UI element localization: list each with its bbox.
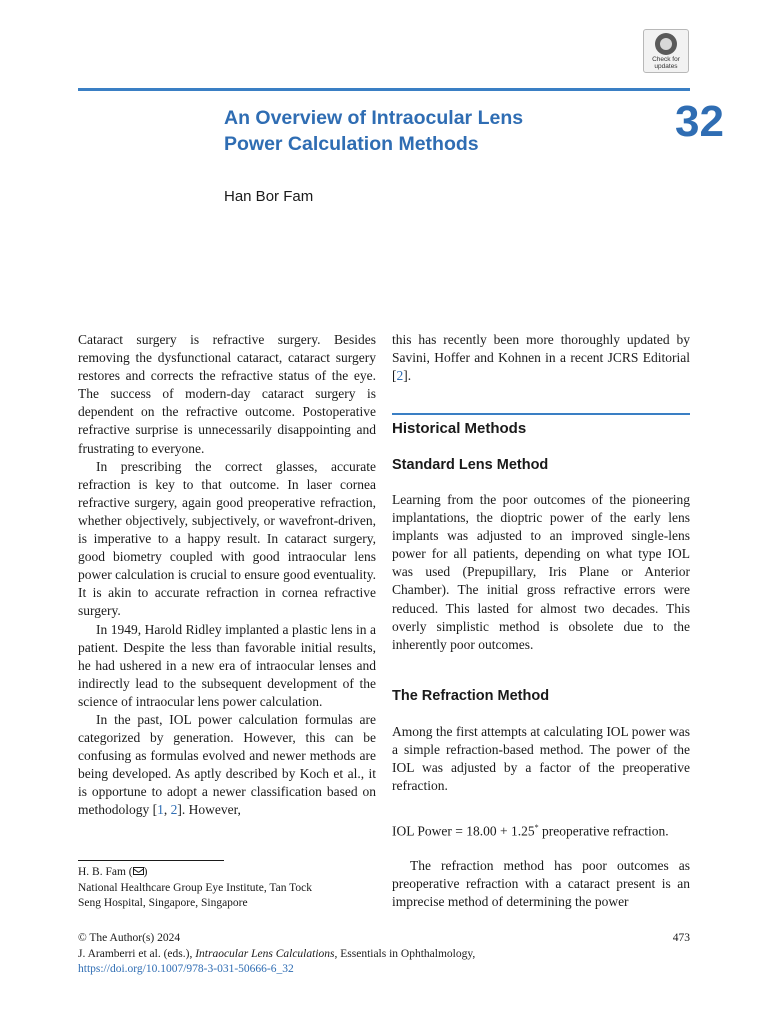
chapter-number: 32 bbox=[675, 97, 724, 146]
header-rule bbox=[78, 88, 690, 91]
footnote-rule bbox=[78, 860, 224, 861]
copyright-line: © The Author(s) 2024 bbox=[78, 932, 181, 944]
subheading-standard-lens: Standard Lens Method bbox=[392, 457, 549, 473]
paragraph-intro: Cataract surgery is refractive surgery. Besides removing the dysfunctional cataract, cataract surgery restores and corrects the refractive status of the eye. The success of modern-day cataract surgery is dependent on the refractive outcome. Postoperative refractive surprise is unnecessarily disappointing and frustrating to everyone. bbox=[78, 332, 376, 456]
doi-link[interactable]: https://doi.org/10.1007/978-3-031-50666-6_32 bbox=[78, 963, 294, 975]
author-footnote: H. B. Fam ( ) National Healthcare Group Eye Institute, Tan Tock Seng Hospital, Singapore, Singapore bbox=[78, 866, 312, 909]
author-name: Han Bor Fam bbox=[224, 188, 314, 205]
citation-link-2[interactable]: 2 bbox=[170, 802, 178, 818]
paragraph-ridley: In 1949, Harold Ridley implanted a plastic lens in a patient. Despite the less than favorable initial results, he had ushered in a new era of intraocular lenses and indirectly lead to the subsequent development of the science of intraocular lens power calculation. bbox=[78, 621, 376, 709]
chapter-title: An Overview of Intraocular Lens Power Calculation Methods bbox=[224, 107, 524, 155]
paragraph-refraction-method: Among the first attempts at calculating IOL power was a simple refraction-based method. The power of the IOL was adjusted by a factor of the preoperative refraction. bbox=[392, 724, 690, 794]
citation-line: J. Aramberri et al. (eds.), Intraocular Lens Calculations, Essentials in Ophthalmology, bbox=[78, 947, 476, 960]
paragraph-classification: In the past, IOL power calculation formulas are categorized by generation. However, this can be confusing as formulas evolved and newer methods are being developed. As aptly described by Koch et al., it is opportune to adopt a newer classification based on methodology [1, 2]. However, bbox=[78, 711, 376, 818]
crossmark-icon bbox=[655, 33, 677, 55]
badge-label: Check for updates bbox=[652, 56, 680, 70]
citation-link-2b[interactable]: 2 bbox=[396, 368, 404, 384]
left-column bbox=[78, 331, 376, 820]
paragraph-refraction: In prescribing the correct glasses, accurate refraction is key to that outcome. In laser cornea refractive surgery, again good preoperative refraction, whether objectively, subjectively, or wavefront-driven, is imperative to a happy result. In cataract surgery, good biometry coupled with good intraocular lens power calculation is crucial to ensure good eventuality. It is akin to accurate refraction in cornea refractive surgery. bbox=[78, 458, 376, 619]
paragraph-continuation: this has recently been more thoroughly updated by Savini, Hoffer and Kohnen in a recent JCRS Editorial [2]. bbox=[392, 332, 690, 384]
subheading-refraction-method: The Refraction Method bbox=[392, 688, 550, 704]
envelope-icon[interactable] bbox=[133, 867, 144, 875]
paragraph-refraction-outcomes: The refraction method has poor outcomes as preoperative refraction with a cataract present is an imprecise method of determining the power bbox=[392, 858, 690, 910]
check-for-updates-badge[interactable] bbox=[643, 29, 689, 73]
page-number: 473 bbox=[672, 932, 690, 944]
right-column-continuation bbox=[392, 331, 690, 385]
page-footer bbox=[78, 931, 690, 978]
paragraph-standard-lens: Learning from the poor outcomes of the pioneering implantations, the dioptric power of the early lens implants was adjusted to an improved single-lens power for all patients, depending on what type IOL was used (Prepupillary, Iris Plane or Anterior Chamber). The initial gross refractive errors were reduced. This lasted for almost two decades. This overly simplistic method is obsolete due to the inherently poor outcomes. bbox=[392, 492, 690, 652]
section-rule bbox=[392, 413, 690, 415]
iol-power-formula: IOL Power = 18.00 + 1.25* preoperative refraction. bbox=[392, 823, 669, 839]
citation-link-1[interactable]: 1 bbox=[157, 802, 164, 818]
section-heading-historical-methods: Historical Methods bbox=[392, 420, 527, 437]
